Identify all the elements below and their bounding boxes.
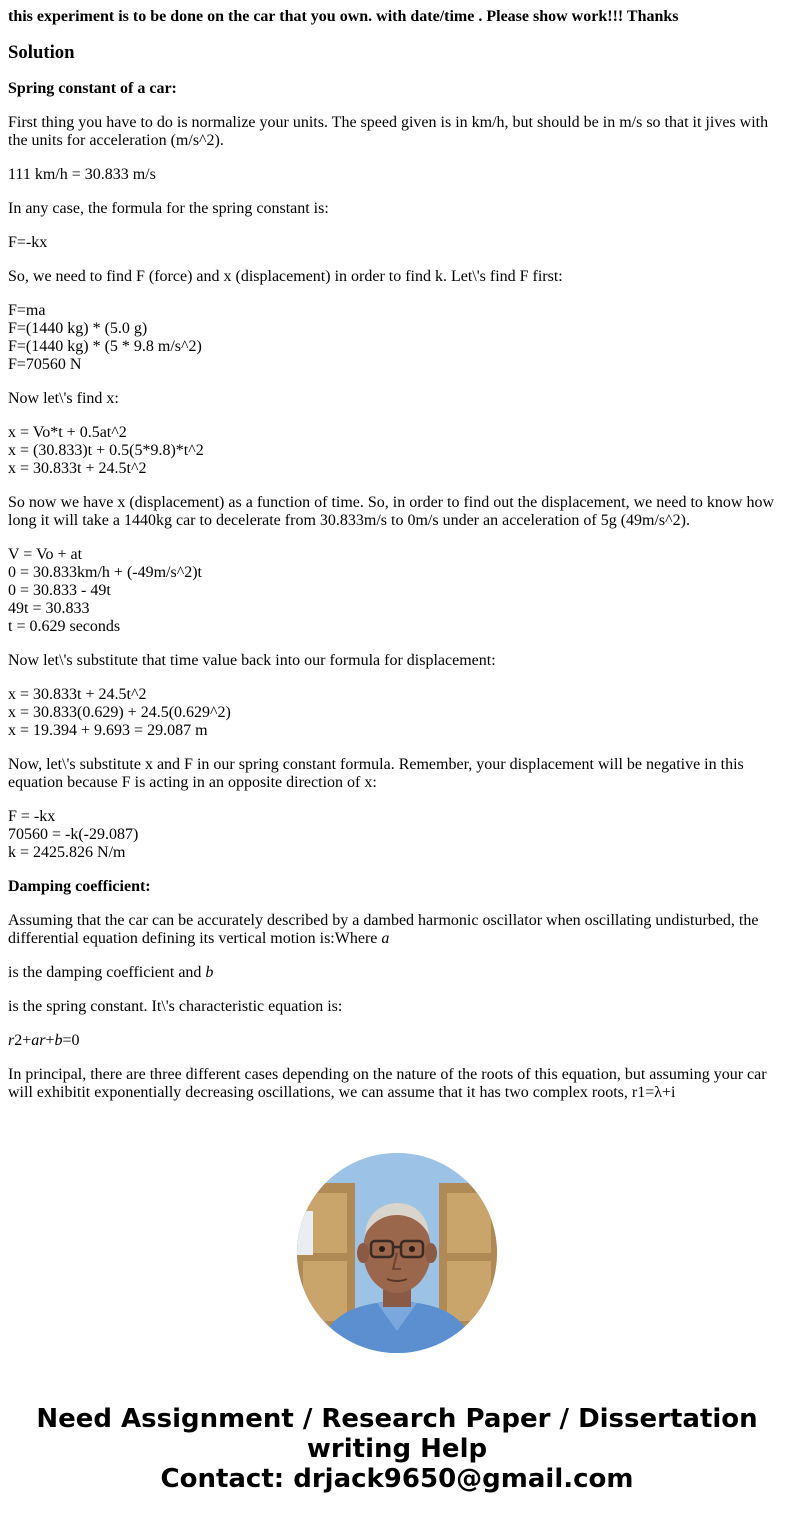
solution-paragraph [8,200,786,218]
solution-paragraph [8,652,786,670]
solution-paragraph [8,546,786,636]
paragraph-line: First thing you have to do is normalize your units. The speed given is in km/h, but should be in m/s so that it jives with the units for acceleration (m/s^2). [8,114,769,149]
paragraph-line: Now, let\'s substitute x and F in our spring constant formula. Remember, your displacement will be negative in this equation because F is acting in an opposite direction of x: [8,756,744,791]
paragraph-line: Damping coefficient: [8,878,151,895]
solution-paragraph [8,390,786,408]
author-avatar [297,1153,497,1353]
damping-intro [8,912,786,948]
damping-var-b: b [205,964,214,981]
paragraph-line: Now let\'s find x: [8,390,119,407]
solution-paragraph [8,494,786,530]
paragraph-line: F=-kx [8,234,48,251]
damping-line-3: is the spring constant. It\'s characteristic equation is: [8,998,343,1015]
paragraph-line: x = 30.833t + 24.5t^2 [8,686,147,703]
eq-plus: + [45,1032,55,1049]
paragraph-line: t = 0.629 seconds [8,618,121,635]
paragraph-line: V = Vo + at [8,546,83,563]
footer-contact: Contact: drjack9650@gmail.com [160,1464,634,1494]
damping-intro-text: Assuming that the car can be accurately described by a dambed harmonic oscillator when oscillating undisturbed, the differential equation defining its vertical motion is:Where [8,912,759,947]
solution-heading: Solution [8,42,75,63]
paragraph-line: Now let\'s substitute that time value back into our formula for displacement: [8,652,496,669]
paragraph-line: So, we need to find F (force) and x (displacement) in order to find k. Let\'s find F first: [8,268,563,285]
paragraph-line: x = 30.833t + 24.5t^2 [8,460,147,477]
paragraph-line: x = 19.394 + 9.693 = 29.087 m [8,722,208,739]
paragraph-line: Spring constant of a car: [8,80,177,97]
paragraph-line: F = -kx [8,808,56,825]
damping-line-2 [8,964,786,982]
section-heading [8,80,786,98]
solution-paragraph [8,302,786,374]
footer-line-2: writing Help [306,1434,488,1464]
damping-cases: In principal, there are three different cases depending on the nature of the roots of this equation, but assuming your car will exhibitit exponentially decreasing oscillations, we can assume that it has two complex roots, r1=λ+i [8,1066,767,1101]
eq-mid: 2+ [14,1032,32,1049]
solution-paragraph [8,166,786,184]
solution-paragraph [8,114,786,150]
solution-paragraph [8,756,786,792]
solution-paragraph [8,424,786,478]
solution-body [8,80,786,896]
paragraph-line: 0 = 30.833 - 49t [8,582,111,599]
section-heading [8,878,786,896]
paragraph-line: x = Vo*t + 0.5at^2 [8,424,127,441]
paragraph-line: F=(1440 kg) * (5 * 9.8 m/s^2) [8,338,202,355]
eq-r: r [8,1032,15,1049]
footer-line-1: Need Assignment / Research Paper / Dissertation [36,1404,758,1434]
author-portrait-image [297,1153,497,1353]
paragraph-line: x = 30.833(0.629) + 24.5(0.629^2) [8,704,231,721]
paragraph-line: F=70560 N [8,356,82,373]
paragraph-line: F=(1440 kg) * (5.0 g) [8,320,148,337]
damping-var-a: a [381,930,390,947]
damping-line-2-text: is the damping coefficient and [8,964,206,981]
footer-banner [0,1404,794,1494]
characteristic-equation [8,1032,786,1050]
paragraph-line: 0 = 30.833km/h + (-49m/s^2)t [8,564,202,581]
paragraph-line: 70560 = -k(-29.087) [8,826,139,843]
question-text: this experiment is to be done on the car that you own. with date/time . Please show work!!! Thanks [8,8,679,25]
paragraph-line: 111 km/h = 30.833 m/s [8,166,156,183]
eq-ar: ar [31,1032,46,1049]
eq-b: b [54,1032,63,1049]
solution-paragraph [8,268,786,286]
paragraph-line: So now we have x (displacement) as a function of time. So, in order to find out the displacement, we need to know how long it will take a 1440kg car to decelerate from 30.833m/s to 0m/s under an acceleration of 5g (49m/s^2). [8,494,775,529]
solution-paragraph [8,234,786,252]
solution-paragraph [8,686,786,740]
document-body [8,0,786,1123]
paragraph-line: In any case, the formula for the spring constant is: [8,200,329,217]
paragraph-line: x = (30.833)t + 0.5(5*9.8)*t^2 [8,442,204,459]
paragraph-line: 49t = 30.833 [8,600,90,617]
solution-paragraph [8,808,786,862]
paragraph-line: F=ma [8,302,46,319]
paragraph-line: k = 2425.826 N/m [8,844,126,861]
eq-end: =0 [62,1032,80,1049]
